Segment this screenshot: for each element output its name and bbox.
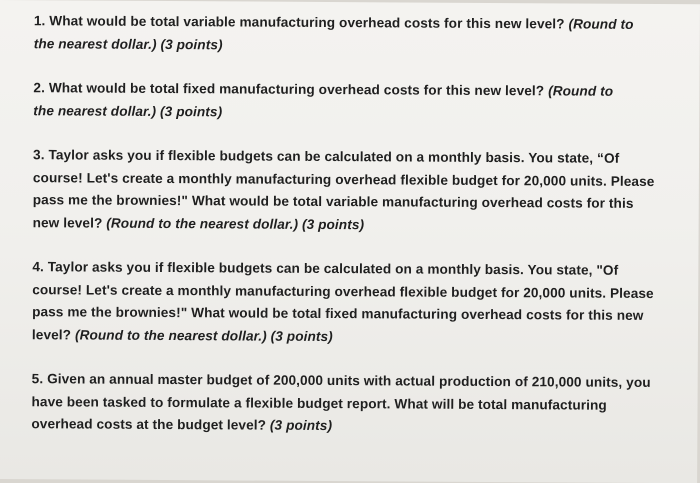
question-2 [33, 77, 633, 126]
question-5-note: (3 points) [269, 417, 333, 434]
question-4-text: 4. Taylor asks you if flexible budgets can be calculated on a monthly basis. You state, "Of course! Let's create a monthly manufacturing overhead flexible budget for 20,000 units. Please pass me the brownies!" What would be total fixed manufacturing overhead costs for this new level? [31, 259, 654, 342]
question-3-text: 3. Taylor asks you if flexible budgets can be calculated on a monthly basis. You state, “Of course! Let's create a monthly manufacturing overhead flexible budget for 20,000 units. Please pass me the brownies!" What would be total variable manufacturing overhead costs for this new level? [32, 147, 655, 231]
question-5 [31, 368, 656, 439]
question-3 [33, 144, 659, 238]
question-5-text: 5. Given an annual master budget of 200,000 units with actual production of 210,000 units, you have been tasked to formulate a flexible budget report. What will be total manufacturing overhead costs at the budget level? [31, 371, 651, 433]
question-3-note: (Round to the nearest dollar.) (3 points) [106, 215, 365, 232]
question-1 [34, 10, 654, 59]
question-2-note: (Round to the nearest dollar.) (3 points) [33, 83, 614, 119]
question-1-text: 1. What would be total variable manufacturing overhead costs for this new level? [33, 13, 565, 32]
question-2-text: 2. What would be total fixed manufacturing overhead costs for this new level? [33, 80, 545, 99]
question-1-note: (Round to the nearest dollar.) (3 points) [33, 16, 634, 52]
question-4-note: (Round to the nearest dollar.) (3 points) [74, 326, 333, 344]
question-4 [32, 256, 658, 350]
